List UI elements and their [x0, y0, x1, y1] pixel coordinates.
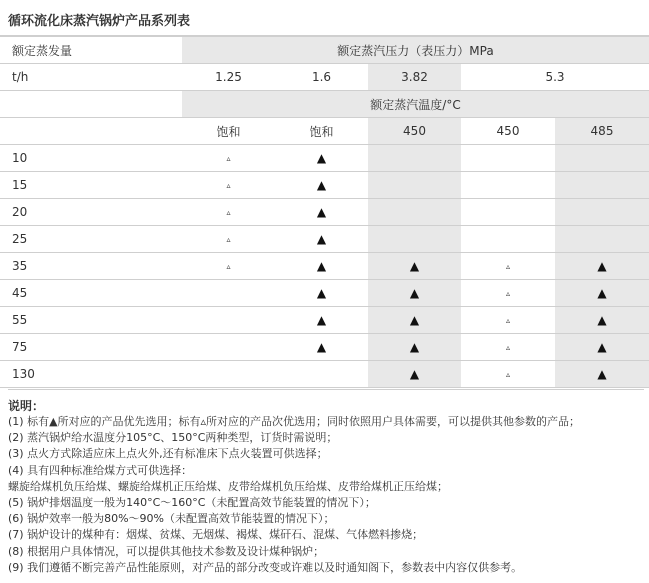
preferred-marker-icon: ▲	[409, 313, 420, 327]
secondary-marker-icon: ▵	[505, 370, 510, 379]
availability-cell	[368, 172, 461, 199]
availability-cell	[368, 307, 461, 334]
table-row	[0, 226, 649, 253]
temperature-value: 饱和	[182, 118, 275, 145]
availability-cell	[275, 172, 368, 199]
preferred-marker-icon: ▲	[409, 259, 420, 273]
availability-cell	[461, 145, 555, 172]
pressure-value: 5.3	[461, 64, 649, 91]
availability-cell	[275, 199, 368, 226]
availability-cell	[555, 253, 649, 280]
note-line: (6) 锅炉效率一般为80%～90%（未配置高效节能装置的情况下）；	[8, 512, 335, 526]
product-series-table	[0, 36, 649, 388]
secondary-marker-icon: ▵	[505, 316, 510, 325]
availability-cell	[555, 199, 649, 226]
table-row	[0, 172, 649, 199]
capacity-value: 45	[0, 280, 182, 307]
note-line: (7) 锅炉设计的煤种有：烟煤、贫煤、无烟煤、褐煤、煤矸石、混煤、气体燃料掺烧；	[8, 528, 424, 542]
secondary-marker-icon: ▵	[505, 289, 510, 298]
preferred-marker-icon: ▲	[316, 313, 327, 327]
availability-cell	[368, 253, 461, 280]
preferred-marker-icon: ▲	[316, 232, 327, 246]
availability-cell	[368, 334, 461, 361]
availability-cell	[461, 307, 555, 334]
availability-cell	[182, 145, 275, 172]
table-row	[0, 280, 649, 307]
capacity-value: 130	[0, 361, 182, 388]
page-title: 循环流化床蒸汽锅炉产品系列表	[8, 14, 191, 29]
availability-cell	[182, 199, 275, 226]
secondary-marker-icon: ▵	[505, 262, 510, 271]
note-line: (9) 我们遵循不断完善产品性能原则，对产品的部分改变或许难以及时通知阁下，参数表中内容仅供参考。	[8, 560, 523, 574]
availability-cell	[555, 172, 649, 199]
header-row-temperature-label	[0, 91, 649, 118]
note-line: (3) 点火方式除适应床上点火外,还有标准床下点火装置可供选择；	[8, 447, 328, 461]
availability-cell	[555, 361, 649, 388]
availability-cell	[368, 145, 461, 172]
availability-cell	[555, 226, 649, 253]
pressure-value: 1.6	[275, 64, 368, 91]
availability-cell	[182, 253, 275, 280]
availability-cell	[182, 334, 275, 361]
blank-cell	[0, 118, 182, 145]
table-row	[0, 199, 649, 226]
availability-cell	[461, 253, 555, 280]
preferred-marker-icon: ▲	[597, 340, 607, 354]
secondary-marker-icon: ▵	[226, 208, 231, 217]
notes-section	[8, 389, 644, 576]
preferred-marker-icon: ▲	[597, 367, 607, 381]
availability-cell	[275, 280, 368, 307]
preferred-marker-icon: ▲	[316, 259, 327, 273]
availability-cell	[461, 226, 555, 253]
preferred-marker-icon: ▲	[409, 367, 420, 381]
availability-cell	[275, 253, 368, 280]
capacity-value: 35	[0, 253, 182, 280]
note-line: (5) 锅炉排烟温度一般为140°C～160°C（未配置高效节能装置的情况下）；	[8, 496, 376, 510]
notes-heading: 说明：	[8, 399, 45, 413]
blank-cell	[0, 91, 182, 118]
preferred-marker-icon: ▲	[409, 286, 420, 300]
availability-cell	[461, 361, 555, 388]
availability-cell	[182, 172, 275, 199]
availability-cell	[555, 334, 649, 361]
availability-cell	[275, 145, 368, 172]
preferred-marker-icon: ▲	[409, 340, 420, 354]
secondary-marker-icon: ▵	[226, 262, 231, 271]
temperature-value: 450	[368, 118, 461, 145]
temperature-value: 450	[461, 118, 555, 145]
availability-cell	[368, 361, 461, 388]
capacity-value: 75	[0, 334, 182, 361]
preferred-marker-icon: ▲	[316, 286, 327, 300]
secondary-marker-icon: ▵	[505, 343, 510, 352]
preferred-marker-icon: ▲	[316, 340, 327, 354]
capacity-label: 额定蒸发量	[0, 37, 182, 64]
availability-cell	[555, 145, 649, 172]
note-line: (4) 具有四种标准给煤方式可供选择：	[8, 463, 193, 477]
capacity-value: 55	[0, 307, 182, 334]
table-row	[0, 361, 649, 388]
capacity-value: 10	[0, 145, 182, 172]
secondary-marker-icon: ▵	[226, 235, 231, 244]
note-line: (8) 根据用户具体情况，可以提供其他技术参数及设计煤种锅炉；	[8, 544, 325, 558]
secondary-marker-icon: ▵	[226, 181, 231, 190]
table-row	[0, 334, 649, 361]
capacity-value: 15	[0, 172, 182, 199]
availability-cell	[555, 280, 649, 307]
availability-cell	[182, 361, 275, 388]
availability-cell	[555, 307, 649, 334]
title-bar	[0, 0, 649, 36]
availability-cell	[368, 199, 461, 226]
availability-cell	[275, 307, 368, 334]
availability-cell	[275, 361, 368, 388]
availability-cell	[182, 307, 275, 334]
availability-cell	[275, 334, 368, 361]
temperature-label: 额定蒸汽温度/°C	[182, 91, 649, 118]
note-line: (1) 标有▲所对应的产品优先选用；标有▵所对应的产品次优选用；同时依照用户具体需要，可以提供其他参数的产品；	[8, 415, 581, 428]
pressure-label: 额定蒸汽压力（表压力）MPa	[182, 37, 649, 64]
preferred-marker-icon: ▲	[597, 259, 607, 273]
header-row-pressure-label	[0, 37, 649, 64]
unit-label: t/h	[0, 64, 182, 91]
header-row-pressures	[0, 64, 649, 91]
table-row	[0, 307, 649, 334]
header-row-temperatures	[0, 118, 649, 145]
preferred-marker-icon: ▲	[597, 313, 607, 327]
availability-cell	[368, 280, 461, 307]
temperature-value: 饱和	[275, 118, 368, 145]
preferred-marker-icon: ▲	[316, 151, 327, 165]
availability-cell	[461, 334, 555, 361]
note-line: 螺旋给煤机负压给煤、螺旋给煤机正压给煤、皮带给煤机负压给煤、皮带给煤机正压给煤；	[8, 479, 448, 493]
capacity-value: 20	[0, 199, 182, 226]
table-row	[0, 145, 649, 172]
table-row	[0, 253, 649, 280]
temperature-value: 485	[555, 118, 649, 145]
availability-cell	[182, 226, 275, 253]
preferred-marker-icon: ▲	[597, 286, 607, 300]
availability-cell	[461, 199, 555, 226]
availability-cell	[368, 226, 461, 253]
availability-cell	[461, 280, 555, 307]
pressure-value: 3.82	[368, 64, 461, 91]
availability-cell	[275, 226, 368, 253]
secondary-marker-icon: ▵	[226, 154, 231, 163]
note-line: (2) 蒸汽锅炉给水温度分105°C、150°C两种类型，订货时需说明；	[8, 431, 338, 445]
pressure-value: 1.25	[182, 64, 275, 91]
capacity-value: 25	[0, 226, 182, 253]
preferred-marker-icon: ▲	[316, 205, 327, 219]
availability-cell	[461, 172, 555, 199]
preferred-marker-icon: ▲	[316, 178, 327, 192]
availability-cell	[182, 280, 275, 307]
